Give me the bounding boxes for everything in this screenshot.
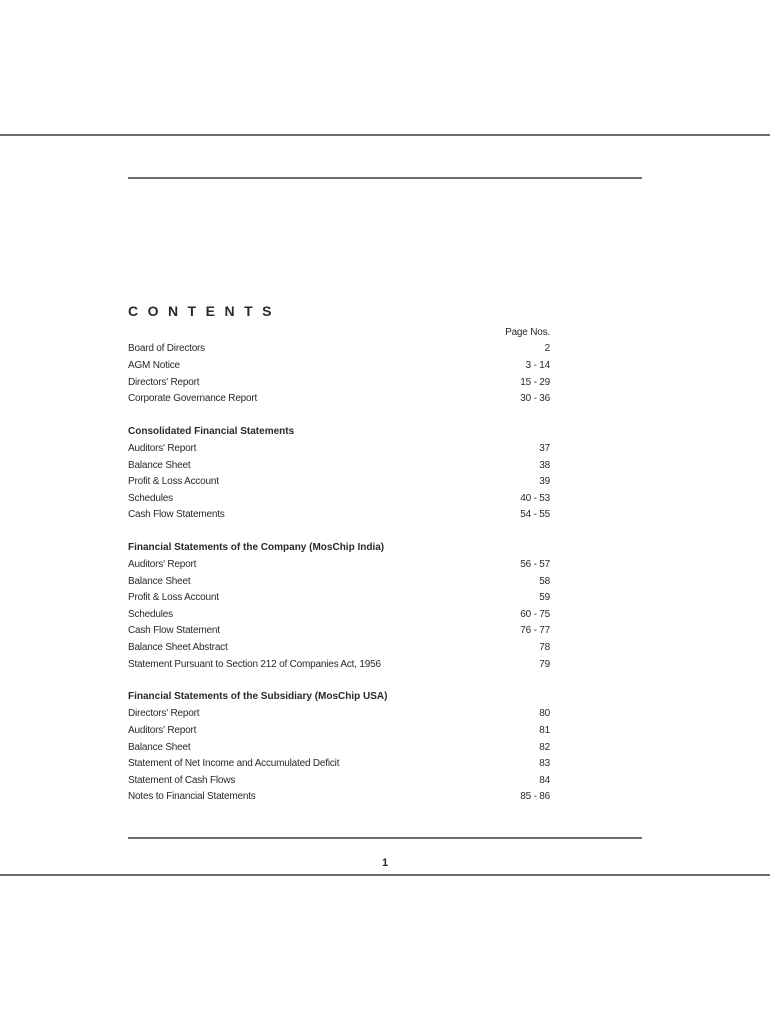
toc-entry-pages: 38 (539, 459, 550, 471)
toc-entry (128, 623, 550, 640)
toc-entry-label: Statement of Cash Flows (128, 774, 236, 786)
toc-entry-label: Directors' Report (128, 376, 200, 388)
toc-entry (128, 390, 550, 407)
toc-entry-pages: 3 - 14 (525, 359, 550, 371)
toc-entry-pages: 60 - 75 (520, 608, 550, 620)
toc-entry-pages: 84 (539, 774, 550, 786)
toc-entry-label: Board of Directors (128, 343, 205, 355)
toc-entry-label: Balance Sheet (128, 459, 191, 471)
toc-entry-pages: 85 - 86 (520, 791, 550, 803)
toc-entry-label: Profit & Loss Account (128, 476, 219, 488)
toc-entry-pages: 58 (539, 575, 550, 587)
toc-entry-pages: 40 - 53 (520, 492, 550, 504)
toc-entry-label: Statement Pursuant to Section 212 of Companies Act, 1956 (128, 658, 381, 670)
page-nos-label: Page Nos. (505, 326, 550, 338)
toc-entry (128, 706, 550, 723)
page-number: 1 (381, 857, 389, 869)
toc-entry-label: Notes to Financial Statements (128, 791, 256, 803)
page-nos-header-row (128, 324, 550, 341)
bottom-inner-rule (128, 837, 642, 839)
section-heading: Financial Statements of the Subsidiary (MosChip USA) (128, 691, 388, 703)
toc-entry (128, 772, 550, 789)
company-section (128, 540, 550, 673)
subsidiary-section (128, 689, 550, 805)
toc-entry (128, 473, 550, 490)
bottom-outer-rule (0, 874, 770, 876)
toc-entry-pages: 56 - 57 (520, 559, 550, 571)
toc-entry-label: AGM Notice (128, 359, 180, 371)
toc-entry-label: Schedules (128, 608, 173, 620)
toc-entry-label: Balance Sheet Abstract (128, 642, 228, 654)
toc-entry (128, 374, 550, 391)
toc-entry (128, 507, 550, 524)
section-heading: Financial Statements of the Company (MosChip India) (128, 541, 385, 553)
toc-entry (128, 656, 550, 673)
toc-entry-label: Schedules (128, 492, 173, 504)
toc-entry (128, 590, 550, 607)
toc-entry (128, 606, 550, 623)
toc-entry-pages: 2 (544, 343, 550, 355)
page-title: CONTENTS (128, 303, 281, 319)
toc-entry-label: Auditors' Report (128, 442, 197, 454)
general-section (128, 341, 550, 407)
table-of-contents (128, 324, 550, 805)
toc-entry (128, 457, 550, 474)
toc-entry (128, 556, 550, 573)
toc-entry-pages: 30 - 36 (520, 393, 550, 405)
toc-entry-pages: 83 (539, 758, 550, 770)
toc-entry-label: Balance Sheet (128, 741, 191, 753)
toc-entry-pages: 82 (539, 741, 550, 753)
consolidated-section (128, 424, 550, 524)
top-outer-rule (0, 134, 770, 136)
toc-entry (128, 722, 550, 739)
toc-entry-pages: 81 (539, 725, 550, 737)
toc-entry (128, 739, 550, 756)
toc-entry-label: Cash Flow Statement (128, 625, 220, 637)
section-spacer (128, 407, 550, 424)
top-inner-rule (128, 177, 642, 179)
toc-entry-pages: 37 (539, 442, 550, 454)
toc-entry-label: Profit & Loss Account (128, 592, 219, 604)
section-heading: Consolidated Financial Statements (128, 425, 295, 437)
toc-entry-pages: 15 - 29 (520, 376, 550, 388)
toc-entry (128, 341, 550, 358)
toc-entry-pages: 80 (539, 708, 550, 720)
toc-entry (128, 789, 550, 806)
toc-entry-pages: 79 (539, 658, 550, 670)
toc-entry-pages: 54 - 55 (520, 509, 550, 521)
toc-entry (128, 440, 550, 457)
toc-entry (128, 573, 550, 590)
toc-entry-pages: 39 (539, 476, 550, 488)
toc-entry-label: Auditors' Report (128, 559, 197, 571)
toc-entry-label: Corporate Governance Report (128, 393, 258, 405)
toc-entry-pages: 59 (539, 592, 550, 604)
toc-entry-pages: 76 - 77 (520, 625, 550, 637)
toc-entry (128, 755, 550, 772)
toc-entry-label: Auditors' Report (128, 725, 197, 737)
section-spacer (128, 672, 550, 689)
section-spacer (128, 523, 550, 540)
toc-entry-label: Cash Flow Statements (128, 509, 225, 521)
toc-entry (128, 357, 550, 374)
toc-entry-label: Statement of Net Income and Accumulated Deficit (128, 758, 340, 770)
toc-entry (128, 490, 550, 507)
toc-entry (128, 639, 550, 656)
toc-entry-label: Balance Sheet (128, 575, 191, 587)
toc-entry-pages: 78 (539, 642, 550, 654)
toc-entry-label: Directors' Report (128, 708, 200, 720)
